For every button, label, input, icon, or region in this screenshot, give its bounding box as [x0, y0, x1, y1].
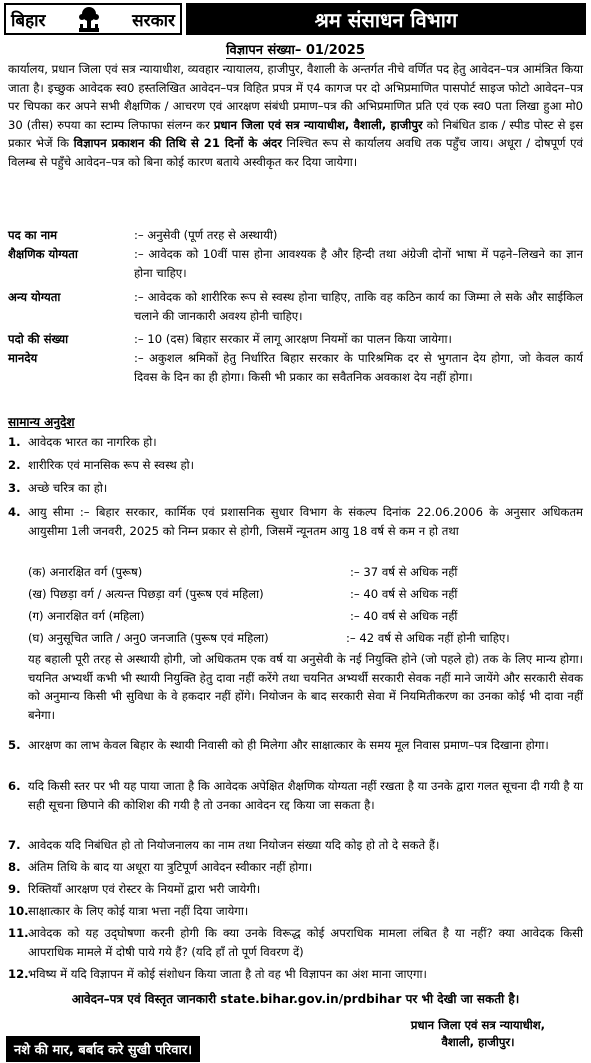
logo-text-bihar: बिहार — [11, 10, 46, 31]
detail-education: शैक्षणिक योग्यता :– आवेदक को 10वीं पास होना आवश्यक है और हिन्दी तथा अंग्रेजी दोनों भाषा में पढ़ने–लिखने का ज्ञान होना चाहिए। — [8, 247, 583, 280]
instruction-11: 11. आवेदक को यह उद्‌घोषणा करनी होगी कि क्या उनके विरूद्ध कोई अपराधिक मामला लंबित है या नहीं? क्या आवेदक किसी आपराधिक मामले में दोषी पाये गये हैं? (यदि हाँ तो पूर्ण विवरण दें) — [8, 926, 583, 959]
detail-honorarium: मानदेय :– अकुशल श्रमिकों हेतु निर्धारित बिहार सरकार के पारिश्रमिक दर से भुगतान देय होगा, जो केवल कार्य दिवस के दिन का ही होगा। किसी भी प्रकार का सवैतनिक अवकाश देय नहीं होगा। — [8, 351, 583, 384]
intro-paragraph: कार्यालय, प्रधान जिला एवं सत्र न्यायाधीश, व्यवहार न्यायालय, हाजीपुर, वैशाली के अन्तर्गत नीचे वर्णित पद हेतु आवेदन–पत्र आमंत्रित किया जाता है। इच्छुक आवेदक स्व0 हस्तलिखित आवेदन–पत्र विहित प्रपत्र में ए4 कागज पर दो अभिप्रमाणित पासपोर्ट साइज फोटो आवेदन–पत्र पर चिपका कर अपने सभी शैक्षणिक / आचरण एवं आरक्षण संबंधी प्रमाण–पत्र की अभिप्रमाणित प्रति एवं एक स्व0 पता लिखा हुआ मो0 30 (तीस) रुपया का स्टाम्प लिफाफा संलग्न कर प्रधान जिला एवं सत्र न्यायाधीश, वैशाली, हाजीपुर को निबंधित डाक / स्पीड पोस्ट से इस प्रकार भेजें कि विज्ञापन प्रकाशन की तिथि से 21 दिनों के अंदर निश्चित रूप से कार्यालय अवधि तक पहुँच जाय। अधूरा / दोषपूर्ण एवं विलम्ब से पहुँचे आवेदन–पत्र को बिना कोई कारण बताये अस्वीकृत कर दिया जायेगा। — [8, 62, 583, 169]
header — [0, 0, 591, 38]
notice-number: विज्ञापन संख्या– 01/2025 — [226, 43, 365, 58]
signature-line-2: वैशाली, हाजीपुर। — [441, 1035, 515, 1049]
intro-bold-authority: प्रधान जिला एवं सत्र न्यायाधीश, वैशाली, हाजीपुर — [213, 117, 423, 132]
department-banner: श्रम संसाधन विभाग — [186, 3, 586, 35]
detail-other-qualification: अन्य योग्यता :– आवेदक को शारीरिक रूप से स्वस्थ होना चाहिए, ताकि वह कठिन कार्य का जिम्मा ले सके और साईकिल चलाने की जानकारी अवश्य होनी चाहिए। — [8, 290, 583, 323]
detail-post-name: पद का नाम :– अनुसेवी (पूर्ण तरह से अस्थायी) — [8, 228, 278, 242]
temporary-appointment-note: यह बहाली पूरी तरह से अस्थायी होगी, जो अधिकतम एक वर्ष या अनुसेवी के नई नियुक्ति होने (जो पहले हो) तक के लिए मान्य होगा। चयनित अभ्यर्थी कभी भी स्थायी नियुक्ति हेतु दावा नहीं करेंगे तथा चयनित अभ्यर्थी सरकारी सेवक नहीं माने जायेंगे और सरकारी सेवक को अनुमान्य किसी भी सुविधा के वे हकदार नहीं होंगे। नियोजन के बाद सरकारी सेवा में नियमितीकरण का उनका कोई भी दावा नहीं बनेगा। — [28, 652, 583, 722]
detail-post-count: पदो की संख्या :– 10 (दस) बिहार सरकार में लागू आरक्षण नियमों का पालन किया जायेगा। — [8, 332, 452, 346]
signature-block — [393, 1017, 563, 1051]
signature-line-1: प्रधान जिला एवं सत्र न्यायाधीश, — [410, 1018, 546, 1032]
logo-text-sarkar: सरकार — [132, 10, 175, 31]
instruction-4-age-limit: 4. आयु सीमा :– बिहार सरकार, कार्मिक एवं प्रशासनिक सुधार विभाग के संकल्प दिनांक 22.06.2006 के अनुसार अधिकतम आयुसीमा 1ली जनवरी, 2025 को निम्न प्रकार से होगी, जिसमें न्यूनतम आयु 18 वर्ष से कम न हो तथा — [8, 505, 583, 538]
anti-drug-slogan: नशे की मार, बर्बाद करे सुखी परिवार। — [6, 1036, 200, 1062]
more-info-footer: आवेदन–पत्र एवं विस्तृत जानकारी state.bihar.gov.in/prdbihar पर भी देखी जा सकती है। — [71, 992, 520, 1006]
bodhi-tree-emblem-icon — [76, 5, 102, 33]
instruction-5: 5. आरक्षण का लाभ केवल बिहार के स्थायी निवासी को ही मिलेगा और साक्षात्कार के समय मूल निवास प्रमाण–पत्र दिखाना होगा। — [8, 738, 549, 752]
instruction-6: 6. यदि किसी स्तर पर भी यह पाया जाता है कि आवेदक अपेक्षित शैक्षणिक योग्यता नहीं रखता है या उनके द्वारा गलत सूचना दी गयी है या सही सूचना छिपाने की कोशिश की गयी है तो उनका आवेदन रद्द किया जा सकता है। — [8, 779, 583, 812]
general-instructions-heading: सामान्य अनुदेश — [8, 415, 75, 429]
intro-bold-deadline: विज्ञापन प्रकाशन की तिथि से 21 दिनों के अंदर — [73, 136, 282, 151]
bihar-sarkar-logo — [4, 3, 182, 35]
